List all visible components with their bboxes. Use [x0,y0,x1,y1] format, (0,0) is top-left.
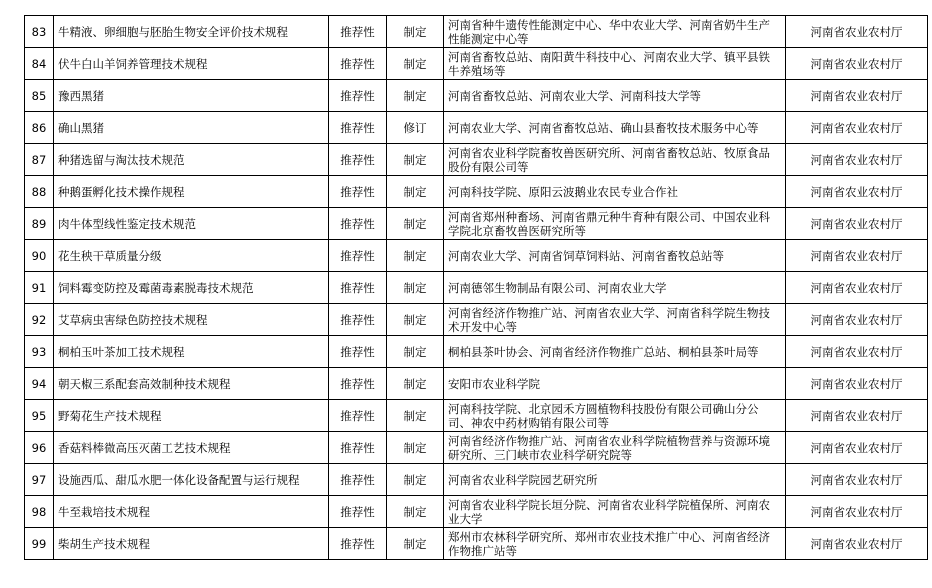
standard-type: 推荐性 [329,432,387,464]
row-number: 84 [25,48,54,80]
standard-name: 牛至栽培技术规程 [54,496,329,528]
standard-name: 香菇料棒微高压灭菌工艺技术规程 [54,432,329,464]
revision-kind: 制定 [387,176,444,208]
table-row [25,48,928,80]
revision-kind: 制定 [387,304,444,336]
table-row [25,304,928,336]
standard-name: 确山黑猪 [54,112,329,144]
drafting-organizations: 河南省经济作物推广站、河南省农业大学、河南省科学院生物技术开发中心等 [444,304,786,336]
row-number: 97 [25,464,54,496]
standard-type: 推荐性 [329,528,387,560]
drafting-organizations: 河南省种牛遗传性能测定中心、华中农业大学、河南省奶牛生产性能测定中心等 [444,16,786,48]
competent-department: 河南省农业农村厅 [786,464,928,496]
row-number: 88 [25,176,54,208]
standard-name: 野菊花生产技术规程 [54,400,329,432]
standard-name: 肉牛体型线性鉴定技术规范 [54,208,329,240]
standards-table [24,15,928,560]
drafting-organizations: 河南省郑州种畜场、河南省鼎元种牛育种有限公司、中国农业科学院北京畜牧兽医研究所等 [444,208,786,240]
row-number: 85 [25,80,54,112]
row-number: 92 [25,304,54,336]
competent-department: 河南省农业农村厅 [786,16,928,48]
row-number: 93 [25,336,54,368]
competent-department: 河南省农业农村厅 [786,80,928,112]
standard-name: 豫西黑猪 [54,80,329,112]
revision-kind: 制定 [387,240,444,272]
competent-department: 河南省农业农村厅 [786,496,928,528]
standard-type: 推荐性 [329,304,387,336]
revision-kind: 制定 [387,368,444,400]
table-row [25,496,928,528]
drafting-organizations: 河南科技学院、北京园禾方圆植物科技股份有限公司确山分公司、神农中药材购销有限公司等 [444,400,786,432]
table-row [25,368,928,400]
drafting-organizations: 河南省农业科学院长垣分院、河南省农业科学院植保所、河南农业大学 [444,496,786,528]
standard-type: 推荐性 [329,16,387,48]
table-row [25,432,928,464]
competent-department: 河南省农业农村厅 [786,48,928,80]
table-row [25,336,928,368]
drafting-organizations: 桐柏县茶叶协会、河南省经济作物推广总站、桐柏县茶叶局等 [444,336,786,368]
drafting-organizations: 河南农业大学、河南省饲草饲料站、河南省畜牧总站等 [444,240,786,272]
standard-name: 花生秧干草质量分级 [54,240,329,272]
table-row [25,144,928,176]
table-row [25,400,928,432]
row-number: 86 [25,112,54,144]
drafting-organizations: 郑州市农林科学研究所、郑州市农业技术推广中心、河南省经济作物推广站等 [444,528,786,560]
drafting-organizations: 河南省畜牧总站、河南农业大学、河南科技大学等 [444,80,786,112]
standard-type: 推荐性 [329,144,387,176]
drafting-organizations: 河南省农业科学院园艺研究所 [444,464,786,496]
drafting-organizations: 河南农业大学、河南省畜牧总站、确山县畜牧技术服务中心等 [444,112,786,144]
competent-department: 河南省农业农村厅 [786,528,928,560]
table-row [25,112,928,144]
competent-department: 河南省农业农村厅 [786,400,928,432]
standard-name: 朝天椒三系配套高效制种技术规程 [54,368,329,400]
competent-department: 河南省农业农村厅 [786,112,928,144]
table-row [25,80,928,112]
revision-kind: 制定 [387,464,444,496]
standard-type: 推荐性 [329,48,387,80]
competent-department: 河南省农业农村厅 [786,304,928,336]
table-row [25,16,928,48]
standard-type: 推荐性 [329,80,387,112]
competent-department: 河南省农业农村厅 [786,208,928,240]
row-number: 90 [25,240,54,272]
competent-department: 河南省农业农村厅 [786,240,928,272]
standard-type: 推荐性 [329,368,387,400]
standard-type: 推荐性 [329,272,387,304]
competent-department: 河南省农业农村厅 [786,432,928,464]
standard-name: 种猪选留与淘汰技术规范 [54,144,329,176]
row-number: 83 [25,16,54,48]
standard-name: 饲料霉变防控及霉菌毒素脱毒技术规范 [54,272,329,304]
revision-kind: 修订 [387,112,444,144]
standard-type: 推荐性 [329,240,387,272]
standard-name: 艾草病虫害绿色防控技术规程 [54,304,329,336]
revision-kind: 制定 [387,48,444,80]
standard-name: 柴胡生产技术规程 [54,528,329,560]
drafting-organizations: 河南省农业科学院畜牧兽医研究所、河南省畜牧总站、牧原食品股份有限公司等 [444,144,786,176]
revision-kind: 制定 [387,80,444,112]
table-row [25,528,928,560]
revision-kind: 制定 [387,144,444,176]
row-number: 99 [25,528,54,560]
competent-department: 河南省农业农村厅 [786,144,928,176]
competent-department: 河南省农业农村厅 [786,272,928,304]
table-row [25,272,928,304]
row-number: 96 [25,432,54,464]
standard-name: 伏牛白山羊饲养管理技术规程 [54,48,329,80]
revision-kind: 制定 [387,432,444,464]
row-number: 87 [25,144,54,176]
competent-department: 河南省农业农村厅 [786,176,928,208]
drafting-organizations: 安阳市农业科学院 [444,368,786,400]
standard-name: 种鹅蛋孵化技术操作规程 [54,176,329,208]
standard-type: 推荐性 [329,400,387,432]
competent-department: 河南省农业农村厅 [786,368,928,400]
standard-type: 推荐性 [329,336,387,368]
table-row [25,176,928,208]
drafting-organizations: 河南科技学院、原阳云波鹅业农民专业合作社 [444,176,786,208]
standard-type: 推荐性 [329,112,387,144]
table-row [25,240,928,272]
revision-kind: 制定 [387,400,444,432]
drafting-organizations: 河南省经济作物推广站、河南省农业科学院植物营养与资源环境研究所、三门峡市农业科学研究院等 [444,432,786,464]
revision-kind: 制定 [387,496,444,528]
table-body [25,16,928,560]
revision-kind: 制定 [387,208,444,240]
standard-name: 牛精液、卵细胞与胚胎生物安全评价技术规程 [54,16,329,48]
revision-kind: 制定 [387,272,444,304]
competent-department: 河南省农业农村厅 [786,336,928,368]
standard-type: 推荐性 [329,464,387,496]
row-number: 94 [25,368,54,400]
table-row [25,464,928,496]
revision-kind: 制定 [387,16,444,48]
drafting-organizations: 河南德邻生物制品有限公司、河南农业大学 [444,272,786,304]
row-number: 89 [25,208,54,240]
revision-kind: 制定 [387,336,444,368]
revision-kind: 制定 [387,528,444,560]
standard-type: 推荐性 [329,496,387,528]
row-number: 91 [25,272,54,304]
standard-type: 推荐性 [329,176,387,208]
row-number: 98 [25,496,54,528]
drafting-organizations: 河南省畜牧总站、南阳黄牛科技中心、河南农业大学、镇平县铁牛养殖场等 [444,48,786,80]
table-row [25,208,928,240]
standard-name: 桐柏玉叶茶加工技术规程 [54,336,329,368]
standard-name: 设施西瓜、甜瓜水肥一体化设备配置与运行规程 [54,464,329,496]
row-number: 95 [25,400,54,432]
standard-type: 推荐性 [329,208,387,240]
